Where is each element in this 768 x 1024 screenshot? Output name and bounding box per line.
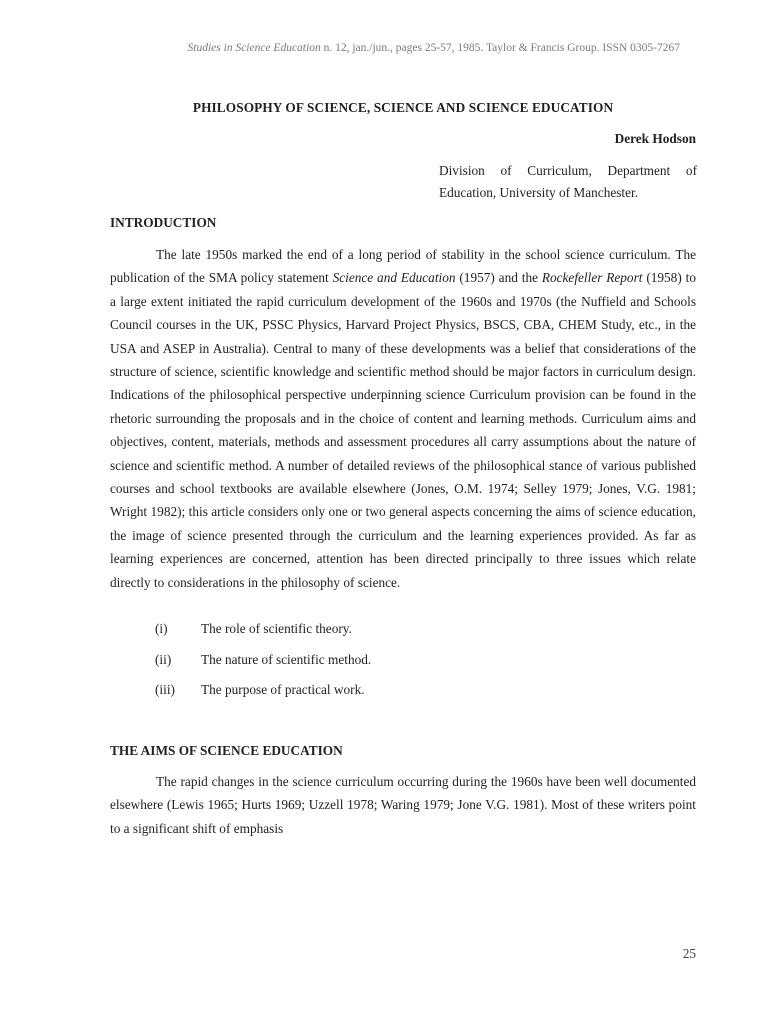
list-item-text: The purpose of practical work.: [201, 682, 365, 697]
list-item-number: (ii): [155, 651, 172, 667]
section-heading-aims: THE AIMS OF SCIENCE EDUCATION: [110, 743, 343, 758]
introduction-paragraph: [110, 243, 696, 594]
list-item: [155, 652, 695, 683]
journal-details: n. 12, jan./jun., pages 25-57, 1985. Taylor & Francis Group. ISSN 0305-7267: [320, 42, 680, 54]
page-number: 25: [682, 946, 696, 961]
intro-citation-rockefeller-report: Rockefeller Report: [541, 270, 643, 286]
list-item: [155, 621, 695, 652]
intro-text-part-2: (1957) and the: [455, 270, 542, 286]
intro-citation-science-and-education: Science and Education: [332, 270, 456, 286]
list-item-number: (i): [155, 621, 168, 636]
intro-text-part-1: The late 1950s marked the end of a long period of stability in the school science curriculum. The publication of the SMA policy statement: [110, 247, 696, 286]
list-item: [155, 682, 695, 713]
paper-title: PHILOSOPHY OF SCIENCE, SCIENCE AND SCIENCE EDUCATION: [192, 100, 614, 115]
running-header: [110, 42, 680, 54]
author-name: Derek Hodson: [614, 131, 696, 146]
aims-text: The rapid changes in the science curriculum occurring during the 1960s have been well documented elsewhere (Lewis 1965; Hurts 1969; Uzzell 1978; Waring 1979; Jone V.G. 1981). Most of these writers point to a significant shift of emphasis: [110, 774, 696, 836]
journal-name: Studies in Science Education: [187, 42, 321, 54]
author-affiliation: Division of Curriculum, Department of Education, University of Manchester.: [439, 163, 697, 200]
list-item-text: The nature of scientific method.: [201, 651, 372, 667]
intro-text-part-3: (1958) to a large extent initiated the rapid curriculum development of the 1960s and 1970s (the Nuffield and Schools Council courses in the UK, PSSC Physics, Harvard Project Physics, BSCS, CBA, CHEM Study, etc., in the USA and ASEP in Australia). Central to many of these developments was a belief that considerations of the structure of science, scientific knowledge and scientific method should be major factors in curriculum design. Indications of the philosophical perspective underpinning science Curriculum provision can be found in the rhetoric surrounding the proposals and in the choice of content and learning methods. Curriculum aims and objectives, content, materials, methods and assessment procedures all carry assumptions about the nature of science and scientific method. A number of detailed reviews of the philosophical stance of various published courses and school textbooks are available elsewhere (Jones, O.M. 1974; Selley 1979; Jones, V.G. 1981; Wright 1982); this article considers only one or two general aspects concerning the aims of science education, the image of science presented through the curriculum and the learning experiences provided. As far as learning experiences are concerned, attention has been directed principally to three issues which relate directly to considerations in the philosophy of science.: [110, 270, 696, 590]
aims-paragraph: [110, 770, 696, 840]
section-heading-introduction: INTRODUCTION: [110, 215, 217, 230]
list-item-text: The role of scientific theory.: [201, 621, 352, 636]
issues-list: [155, 621, 695, 713]
list-item-number: (iii): [155, 682, 175, 697]
